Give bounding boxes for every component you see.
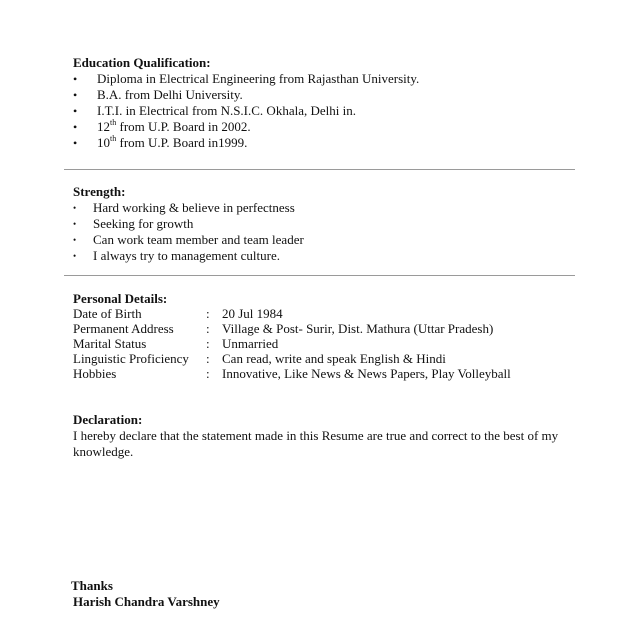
- education-list: [73, 71, 419, 151]
- table-row: Permanent Address : Village & Post- Surir, Dist. Mathura (Uttar Pradesh): [73, 321, 494, 336]
- declaration-heading: Declaration:: [73, 412, 143, 427]
- strength-list: [73, 200, 304, 264]
- signature-name: Harish Chandra Varshney: [73, 594, 220, 609]
- bullet-icon: •: [73, 72, 78, 86]
- section-divider: [64, 275, 575, 276]
- list-item: • Seeking for growth: [73, 216, 194, 231]
- thanks-text: Thanks: [71, 578, 113, 593]
- table-row: Date of Birth : 20 Jul 1984: [73, 306, 283, 321]
- bullet-icon: •: [73, 88, 78, 102]
- list-item: • Can work team member and team leader: [73, 232, 304, 247]
- list-item: • 10th from U.P. Board in1999.: [73, 133, 248, 150]
- section-divider: [64, 169, 575, 170]
- list-item: • I always try to management culture.: [73, 248, 280, 263]
- table-row: Marital Status : Unmarried: [73, 336, 279, 351]
- table-row: Linguistic Proficiency : Can read, write and speak English & Hindi: [73, 351, 446, 366]
- personal-heading: Personal Details:: [73, 291, 168, 306]
- bullet-icon: •: [73, 120, 78, 134]
- list-item: • I.T.I. in Electrical from N.S.I.C. Okhala, Delhi in.: [73, 103, 356, 118]
- declaration-text: I hereby declare that the statement made in this Resume are true and correct to the best of my knowledge.: [73, 428, 559, 459]
- strength-heading: Strength:: [73, 184, 126, 199]
- list-item: • B.A. from Delhi University.: [73, 87, 243, 102]
- list-item: • 12th from U.P. Board in 2002.: [73, 117, 251, 134]
- table-row: Hobbies : Innovative, Like News & News Papers, Play Volleyball: [73, 366, 511, 381]
- bullet-icon: •: [73, 219, 77, 229]
- education-heading: Education Qualification:: [73, 55, 211, 70]
- bullet-icon: •: [73, 136, 78, 150]
- personal-details-table: [73, 306, 593, 381]
- bullet-icon: •: [73, 203, 77, 213]
- list-item: • Hard working & believe in perfectness: [73, 200, 295, 215]
- bullet-icon: •: [73, 235, 77, 245]
- bullet-icon: •: [73, 104, 78, 118]
- list-item: • Diploma in Electrical Engineering from Rajasthan University.: [73, 71, 420, 86]
- bullet-icon: •: [73, 251, 77, 261]
